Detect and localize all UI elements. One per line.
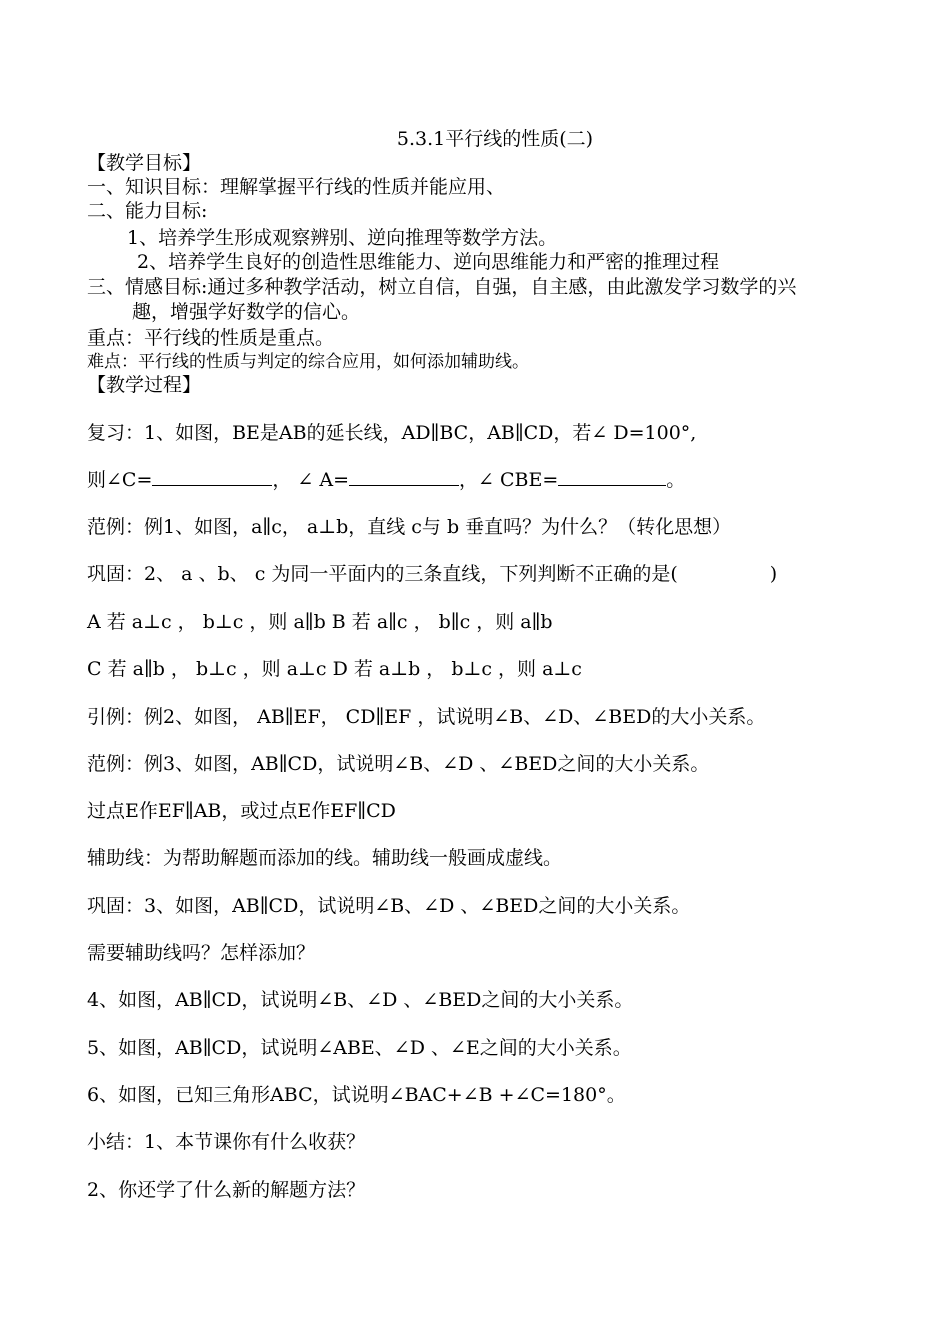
auxiliary-hint: 过点E作EF∥AB，或过点E作EF∥CD xyxy=(87,800,396,822)
example-3: 范例：例3、如图，AB∥CD，试说明∠B、∠D 、∠BED之间的大小关系。 xyxy=(87,753,710,775)
exercise-4: 4、如图，AB∥CD，试说明∠B、∠D 、∠BED之间的大小关系。 xyxy=(87,989,634,1011)
choice-row-ab: A 若 a⊥c ， b⊥c ，则 a∥b B 若 a∥c ， b∥c ，则 a∥b xyxy=(87,611,553,633)
section-heading-objectives: 【教学目标】 xyxy=(87,152,202,174)
choice-row-cd: C 若 a∥b ， b⊥c ，则 a⊥c D 若 a⊥b ， b⊥c ，则 a⊥c xyxy=(87,658,582,680)
knowledge-objective: 一、知识目标：理解掌握平行线的性质并能应用、 xyxy=(87,176,506,198)
auxiliary-line-definition: 辅助线：为帮助解题而添加的线。辅助线一般画成虚线。 xyxy=(87,847,563,869)
key-point: 重点：平行线的性质是重点。 xyxy=(87,327,335,349)
practice-2-text: 巩固：2、 a 、b、 c 为同一平面内的三条直线，下列判断不正确的是( xyxy=(87,563,678,585)
review-question: 复习：1、如图，BE是AB的延长线，AD∥BC，AB∥CD，若∠ D=100°, xyxy=(87,422,697,444)
answer-blank-c[interactable] xyxy=(152,469,272,486)
practice-3-question: 需要辅助线吗？怎样添加？ xyxy=(87,942,316,964)
practice-3: 巩固：3、如图，AB∥CD，试说明∠B、∠D 、∠BED之间的大小关系。 xyxy=(87,895,691,917)
answer-blank-cbe[interactable] xyxy=(558,469,666,486)
practice-2-close-paren: ) xyxy=(769,563,778,585)
document-title: 5.3.1平行线的性质(二) xyxy=(396,128,594,150)
emotion-objective: 三、情感目标:通过多种教学活动，树立自信，自强，自主感，由此激发学习数学的兴 xyxy=(87,276,797,298)
blank-label-cbe: ，∠ CBE= xyxy=(459,469,559,491)
answer-blank-a[interactable] xyxy=(349,469,459,486)
blank-label-c: 则∠C= xyxy=(87,469,153,491)
ability-objective-heading: 二、能力目标: xyxy=(87,200,208,222)
blank-label-a: ， ∠ A= xyxy=(272,469,350,491)
practice-2 xyxy=(87,562,777,586)
ability-objective-2: 2、培养学生良好的创造性思维能力、逆向思维能力和严密的推理过程 xyxy=(137,251,720,273)
exercise-5: 5、如图，AB∥CD，试说明∠ABE、∠D 、∠E之间的大小关系。 xyxy=(87,1037,632,1059)
ability-objective-1: 1、培养学生形成观察辨别、逆向推理等数学方法。 xyxy=(127,227,558,249)
summary-1: 小结：1、本节课你有什么收获？ xyxy=(87,1131,366,1153)
blank-end-mark: 。 xyxy=(666,469,686,491)
section-heading-process: 【教学过程】 xyxy=(87,374,202,396)
summary-2: 2、你还学了什么新的解题方法？ xyxy=(87,1179,366,1201)
example-1: 范例：例1、如图，a∥c， a⊥b，直线 c与 b 垂直吗？为什么？（转化思想） xyxy=(87,516,732,538)
difficult-point: 难点：平行线的性质与判定的综合应用，如何添加辅助线。 xyxy=(87,352,529,372)
lead-example-2: 引例：例2、如图， AB∥EF， CD∥EF ，试说明∠B、∠D、∠BED的大小关系。 xyxy=(87,706,766,728)
emotion-objective-cont: 趣，增强学好数学的信心。 xyxy=(132,301,361,323)
review-answer-blanks xyxy=(87,468,685,492)
exercise-6: 6、如图，已知三角形ABC，试说明∠BAC+∠B +∠C=180°。 xyxy=(87,1084,626,1106)
